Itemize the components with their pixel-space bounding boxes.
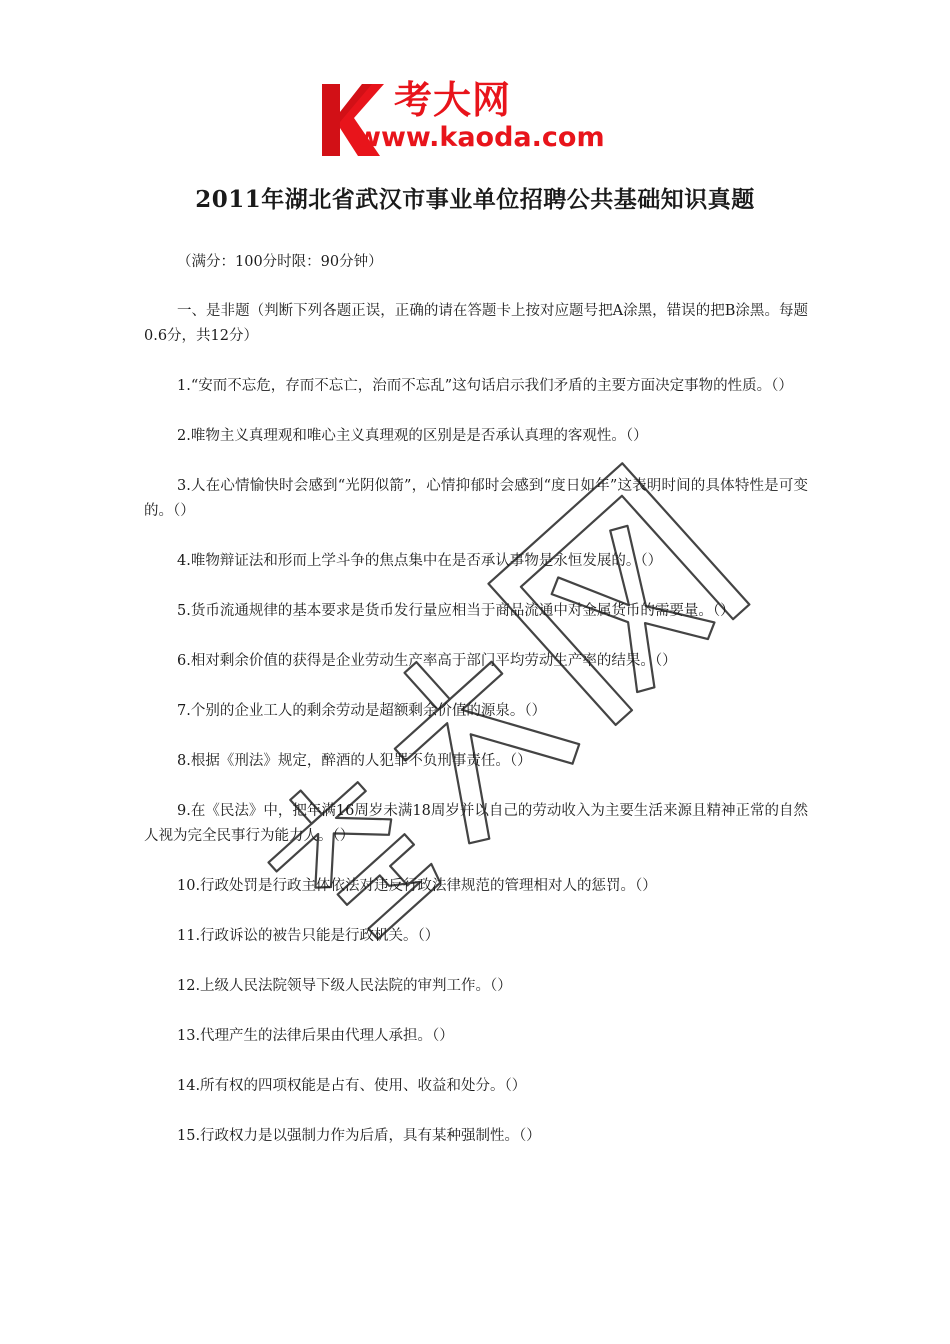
question-item: 9.在《民法》中，把年满16周岁未满18周岁并以自己的劳动收入为主要生活来源且精神正常的自然人视为完全民事行为能力人。（）: [144, 803, 808, 844]
question-item: 8.根据《刑法》规定，醉酒的人犯罪不负刑事责任。（）: [177, 753, 532, 769]
logo-brand-text: 考大网: [394, 78, 512, 122]
document-body: [144, 250, 808, 1174]
question-item: 11.行政诉讼的被告只能是行政机关。（）: [177, 928, 440, 944]
question-item: 2.唯物主义真理观和唯心主义真理观的区别是是否承认真理的客观性。（）: [177, 428, 648, 444]
question-item: 12.上级人民法院领导下级人民法院的审判工作。（）: [177, 978, 512, 994]
question-item: 7.个别的企业工人的剩余劳动是超额剩余价值的源泉。（）: [177, 703, 547, 719]
section-heading: 一、是非题（判断下列各题正误，正确的请在答题卡上按对应题号把A涂黑，错误的把B涂黑。每题0.6分，共12分）: [144, 303, 808, 344]
question-item: 4.唯物辩证法和形而上学斗争的焦点集中在是否承认事物是永恒发展的。（）: [177, 553, 663, 569]
kaoda-logo[interactable]: [318, 78, 638, 160]
question-item: 13.代理产生的法律后果由代理人承担。（）: [177, 1028, 454, 1044]
logo-url-text: www.kaoda.com: [356, 122, 605, 153]
question-item: 14.所有权的四项权能是占有、使用、收益和处分。（）: [177, 1078, 527, 1094]
question-item: 15.行政权力是以强制力作为后盾，具有某种强制性。（）: [177, 1128, 541, 1144]
question-item: 1.“安而不忘危，存而不忘亡，治而不忘乱”这句话启示我们矛盾的主要方面决定事物的性质。（）: [177, 378, 793, 394]
page-title: 2011年湖北省武汉市事业单位招聘公共基础知识真题: [195, 186, 755, 213]
exam-info: （满分：100分时限：90分钟）: [177, 254, 383, 270]
question-item: 6.相对剩余价值的获得是企业劳动生产率高于部门平均劳动生产率的结果。（）: [177, 653, 677, 669]
question-item: 5.货币流通规律的基本要求是货币发行量应相当于商品流通中对金属货币的需要量。（）: [177, 603, 735, 619]
question-item: 3.人在心情愉快时会感到“光阴似箭”，心情抑郁时会感到“度日如年”这表明时间的具体特性是可变的。（）: [144, 478, 808, 519]
question-item: 10.行政处罚是行政主体依法对违反行政法律规范的管理相对人的惩罚。（）: [177, 878, 657, 894]
